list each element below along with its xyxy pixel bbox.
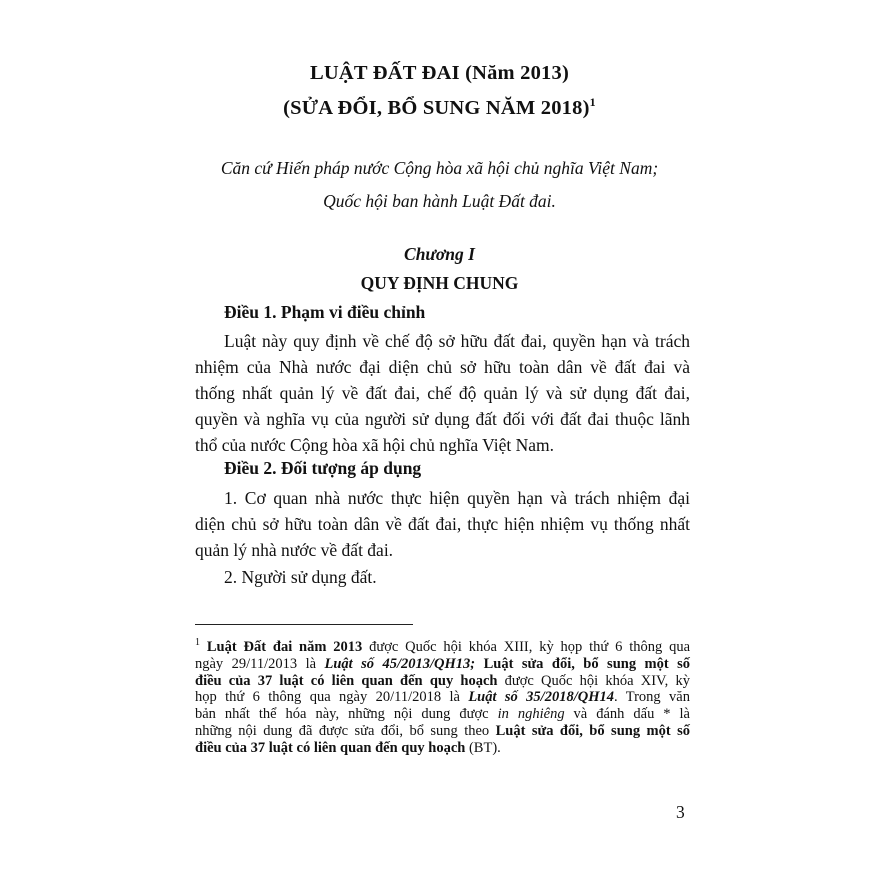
article-2-item-1-line: quản lý nhà nước về đất đai. bbox=[195, 540, 394, 560]
article-1-line: quyền và nghĩa vụ của người sử dụng đất đối với đất đai thuộc lãnh bbox=[195, 409, 690, 429]
chapter-number: Chương I bbox=[404, 244, 475, 264]
footnote-law-name: Luật sửa đổi, bổ sung một số bbox=[475, 655, 691, 672]
footnote-text: bản nhất thể hóa này, những nội dung được bbox=[195, 706, 498, 723]
footnote-text: ngày 29/11/2013 là bbox=[195, 655, 325, 672]
footnote-text: . Trong văn bbox=[614, 689, 690, 706]
article-1-line: thổ của nước Cộng hòa xã hội chủ nghĩa Việt Nam. bbox=[195, 435, 555, 455]
page-number: 3 bbox=[676, 802, 685, 822]
article-2-item-1 bbox=[195, 485, 690, 563]
footnote-text: những nội dung đã được sửa đổi, bổ sung theo bbox=[195, 722, 496, 739]
title-text-1: LUẬT ĐẤT ĐAI (Năm 2013) bbox=[310, 62, 569, 84]
article-2-item-2-line: 2. Người sử dụng đất. bbox=[224, 567, 377, 587]
footnote-line bbox=[195, 689, 690, 706]
title-text-2: (SỬA ĐỔI, BỔ SUNG NĂM 2018) bbox=[283, 97, 590, 119]
footnote-law-number: Luật số 35/2018/QH14 bbox=[468, 689, 614, 706]
footnote-line bbox=[195, 656, 690, 673]
epigraph-line-2: Quốc hội ban hành Luật Đất đai. bbox=[323, 191, 556, 211]
footnote-text: được Quốc hội khóa XIV, kỳ bbox=[497, 672, 690, 689]
footnote-law-name: Luật Đất đai năm 2013 bbox=[206, 639, 363, 655]
article-1-line: thống nhất quản lý về đất đai, chế độ quản lý và sử dụng đất đai, bbox=[195, 383, 690, 403]
footnote-line bbox=[195, 673, 690, 690]
footnote-divider bbox=[195, 624, 413, 625]
article-1-heading: Điều 1. Phạm vi điều chỉnh bbox=[224, 302, 426, 322]
footnote-line bbox=[195, 740, 690, 757]
footnote-line bbox=[195, 723, 690, 740]
article-2-item-2 bbox=[195, 564, 690, 590]
footnote-mark: 1 bbox=[195, 637, 200, 649]
footnote-line bbox=[195, 639, 690, 656]
footnote-law-name: điều của 37 luật có liên quan đến quy hoạch bbox=[195, 739, 466, 756]
article-2-heading: Điều 2. Đối tượng áp dụng bbox=[224, 458, 422, 478]
footnote-text: họp thứ 6 thông qua ngày 20/11/2018 là bbox=[195, 689, 469, 706]
footnote-text: và đánh dấu * là bbox=[564, 706, 690, 723]
footnote-italic-term: in nghiêng bbox=[497, 706, 565, 723]
footnote-law-number: Luật số 45/2013/QH13; bbox=[324, 655, 476, 672]
footnote-law-name: điều của 37 luật có liên quan đến quy hoạch bbox=[195, 672, 498, 689]
epigraph-line-1: Căn cứ Hiến pháp nước Cộng hòa xã hội chủ nghĩa Việt Nam; bbox=[220, 158, 659, 178]
chapter-title: QUY ĐỊNH CHUNG bbox=[360, 273, 519, 293]
footnote-line bbox=[195, 706, 690, 723]
article-2-item-1-line: 1. Cơ quan nhà nước thực hiện quyền hạn và trách nhiệm đại bbox=[224, 488, 690, 508]
footnote-text: (BT). bbox=[465, 739, 501, 756]
footnote-text: được Quốc hội khóa XIII, kỳ họp thứ 6 thông qua bbox=[362, 639, 690, 655]
footnote bbox=[195, 639, 690, 757]
article-1-body bbox=[195, 328, 690, 458]
title-line-1 bbox=[0, 62, 879, 85]
title-line-2 bbox=[0, 97, 879, 120]
article-2-item-1-line: diện chủ sở hữu toàn dân về đất đai, thực hiện nhiệm vụ thống nhất bbox=[195, 514, 690, 534]
title-footnote-ref[interactable]: 1 bbox=[589, 95, 596, 110]
article-1-line: nhiệm của Nhà nước đại diện chủ sở hữu toàn dân về đất đai và bbox=[195, 357, 690, 377]
article-1-line: Luật này quy định về chế độ sở hữu đất đai, quyền hạn và trách bbox=[224, 331, 690, 351]
footnote-law-name: Luật sửa đổi, bổ sung một số bbox=[495, 722, 690, 739]
